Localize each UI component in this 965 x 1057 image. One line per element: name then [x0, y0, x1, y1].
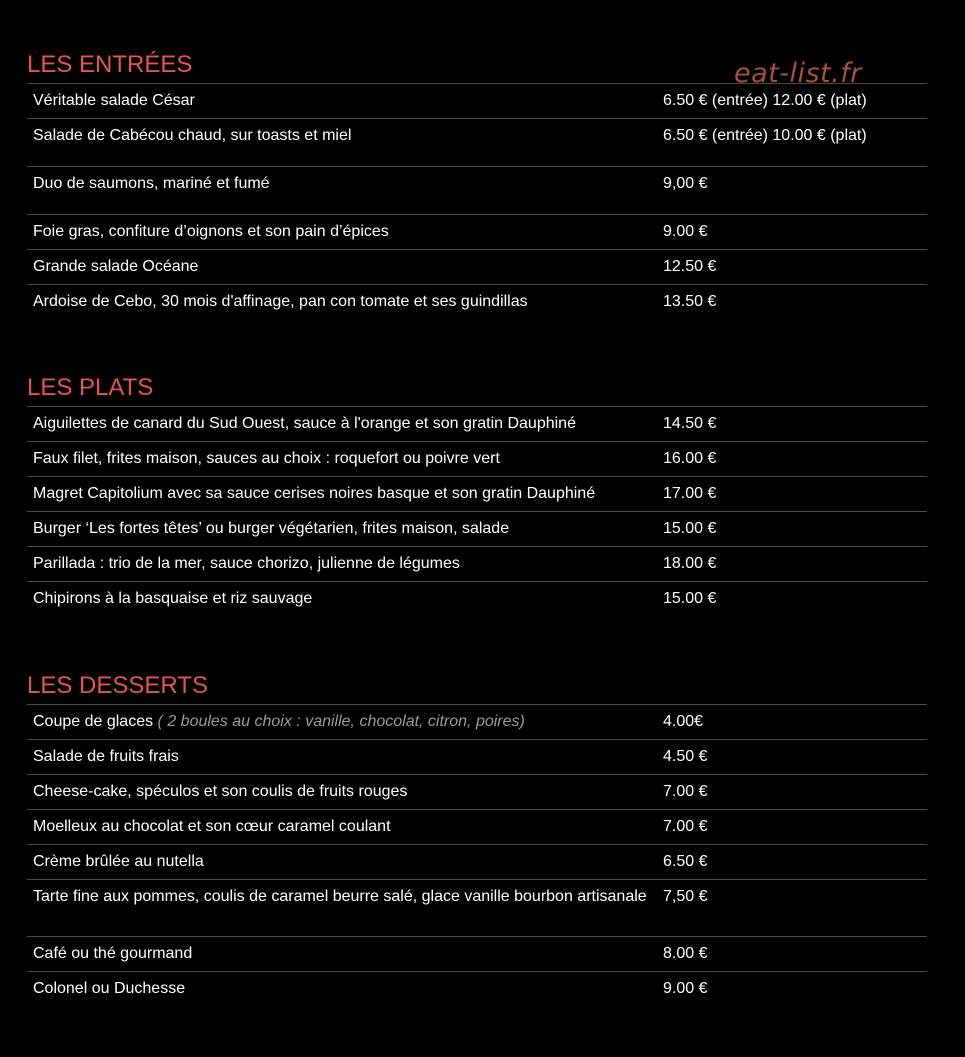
item-name: Véritable salade César: [33, 92, 195, 109]
menu-item: [27, 407, 927, 442]
menu-item: [27, 442, 927, 477]
item-price: 4.50 €: [663, 748, 708, 765]
item-price: 6.50 € (entrée) 10.00 € (plat): [663, 127, 867, 144]
section-entrees: [27, 47, 927, 320]
menu-item: [27, 477, 927, 512]
item-name-text: Coupe de glaces: [33, 713, 154, 730]
menu-item: [27, 84, 927, 119]
menu-list: [27, 704, 927, 1007]
item-price: 7.00 €: [663, 783, 708, 800]
item-price: 6.50 € (entrée) 12.00 € (plat): [663, 92, 867, 109]
menu-item: [27, 119, 927, 167]
menu-item: [27, 810, 927, 845]
menu-item: [27, 880, 927, 937]
item-name: Foie gras, confiture d’oignons et son pain d’épices: [33, 223, 389, 240]
item-note: ( 2 boules au choix : vanille, chocolat, citron, poires): [157, 713, 525, 730]
menu-item: [27, 582, 927, 617]
item-price: 15.00 €: [663, 590, 717, 607]
menu-item: [27, 285, 927, 320]
item-name: Crème brûlée au nutella: [33, 853, 204, 870]
item-name: Colonel ou Duchesse: [33, 980, 186, 997]
item-price: 14.50 €: [663, 415, 717, 432]
item-price: 4.00€: [663, 713, 704, 730]
item-name: Moelleux au chocolat et son cœur caramel coulant: [33, 818, 391, 835]
item-name: [27, 711, 657, 733]
menu-list: [27, 406, 927, 617]
section-plats: [27, 370, 927, 617]
item-price: 9.00 €: [663, 980, 708, 997]
item-name: Magret Capitolium avec sa sauce cerises noires basque et son gratin Dauphiné: [33, 485, 596, 502]
menu-item: [27, 512, 927, 547]
item-name: Café ou thé gourmand: [33, 945, 193, 962]
menu-item: [27, 705, 927, 740]
item-name: Aiguilettes de canard du Sud Ouest, sauce à l'orange et son gratin Dauphiné: [33, 415, 576, 432]
item-name: Ardoise de Cebo, 30 mois d'affinage, pan con tomate et ses guindillas: [33, 293, 528, 310]
item-name: Salade de fruits frais: [33, 748, 179, 765]
item-name: Faux filet, frites maison, sauces au choix : roquefort ou poivre vert: [33, 450, 500, 467]
item-price: 15.00 €: [663, 520, 717, 537]
item-price: 12.50 €: [663, 258, 717, 275]
item-price: 16.00 €: [663, 450, 717, 467]
item-price: 6.50 €: [663, 853, 708, 870]
watermark-logo: eat-list.fr: [734, 58, 862, 89]
menu-item: [27, 547, 927, 582]
item-name: Chipirons à la basquaise et riz sauvage: [33, 590, 313, 607]
item-price: 9,00 €: [663, 175, 708, 192]
item-name: Cheese-cake, spéculos et son coulis de fruits rouges: [33, 783, 408, 800]
item-price: 8.00 €: [663, 945, 708, 962]
menu-item: [27, 845, 927, 880]
menu-item: [27, 215, 927, 250]
menu-item: [27, 167, 927, 215]
section-title: LES PLATS: [27, 374, 154, 401]
item-name: Salade de Cabécou chaud, sur toasts et miel: [33, 127, 352, 144]
section-title: LES DESSERTS: [27, 672, 208, 699]
item-name: Duo de saumons, mariné et fumé: [33, 175, 270, 192]
menu-list: [27, 83, 927, 320]
item-price: 7.00 €: [663, 818, 708, 835]
item-price: 18.00 €: [663, 555, 717, 572]
menu-item: [27, 937, 927, 972]
item-price: 13.50 €: [663, 293, 717, 310]
item-name: Parillada : trio de la mer, sauce chorizo, julienne de légumes: [33, 555, 460, 572]
item-price: 9.00 €: [663, 223, 708, 240]
section-title: LES ENTRÉES: [27, 51, 193, 78]
item-name: Burger ‘Les fortes têtes’ ou burger végétarien, frites maison, salade: [33, 520, 510, 537]
item-price: 7,50 €: [663, 888, 708, 905]
menu-item: [27, 250, 927, 285]
item-name: Grande salade Océane: [33, 258, 199, 275]
menu-item: [27, 775, 927, 810]
item-price: 17.00 €: [663, 485, 717, 502]
menu-item: [27, 972, 927, 1007]
item-name: Tarte fine aux pommes, coulis de caramel beurre salé, glace vanille bourbon artisanale: [33, 888, 647, 905]
section-desserts: [27, 668, 927, 1007]
menu-item: [27, 740, 927, 775]
